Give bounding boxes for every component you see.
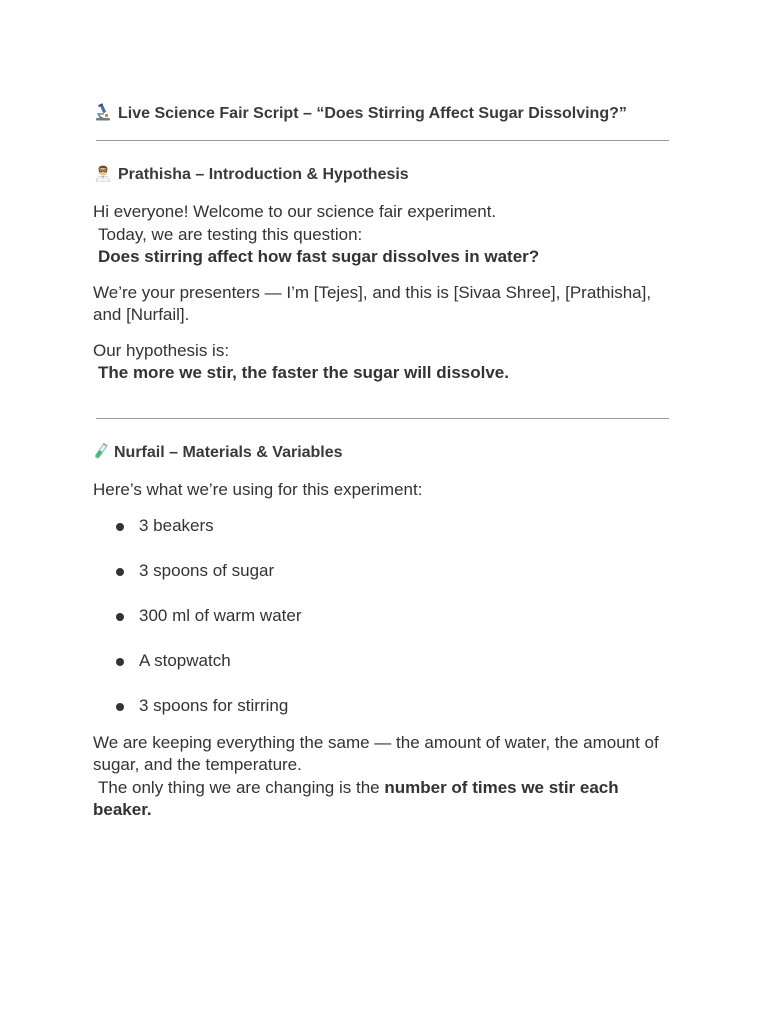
hypothesis-paragraph: Our hypothesis is: The more we stir, the faster the sugar will dissolve. [93,340,509,382]
section-heading: Prathisha – Introduction & Hypothesis [93,164,678,185]
scientist-icon [93,164,113,182]
bullet-icon [116,523,124,531]
list-item: 300 ml of warm water [93,605,678,628]
section-divider [96,140,669,141]
section-materials [93,442,678,822]
bullet-icon [116,658,124,666]
independent-variable: number of times we stir each beaker. [93,777,619,819]
hypothesis-statement: The more we stir, the faster the sugar will dissolve. [98,363,509,382]
section-heading: Nurfail – Materials & Variables [93,442,678,463]
section-divider [96,418,669,419]
section-introduction [93,164,678,385]
microscope-icon [93,103,113,121]
presenters-paragraph: We’re your presenters — I’m [Tejes], and this is [Sivaa Shree], [Prathisha], and [Nurfail]. [93,282,652,324]
intro-paragraph: Hi everyone! Welcome to our science fair experiment. Today, we are testing this question: Does stirring affect how fast sugar dissolves in water? [93,202,540,266]
research-question: Does stirring affect how fast sugar dissolves in water? [98,247,540,266]
document-title: Live Science Fair Script – “Does Stirring Affect Sugar Dissolving?” [93,103,678,124]
list-item: 3 spoons of sugar [93,560,678,583]
variables-paragraph: We are keeping everything the same — the amount of water, the amount of sugar, and the temperature. The only thing we are changing is the number of times we stir each beaker. [93,732,659,819]
materials-list [93,515,678,718]
document-page [93,103,678,822]
bullet-icon [116,568,124,576]
test-tube-icon [93,442,109,460]
bullet-icon [116,703,124,711]
list-item: 3 spoons for stirring [93,695,678,718]
list-item: 3 beakers [93,515,678,538]
list-item: A stopwatch [93,650,678,673]
materials-intro: Here’s what we’re using for this experiment: [93,479,423,499]
bullet-icon [116,613,124,621]
